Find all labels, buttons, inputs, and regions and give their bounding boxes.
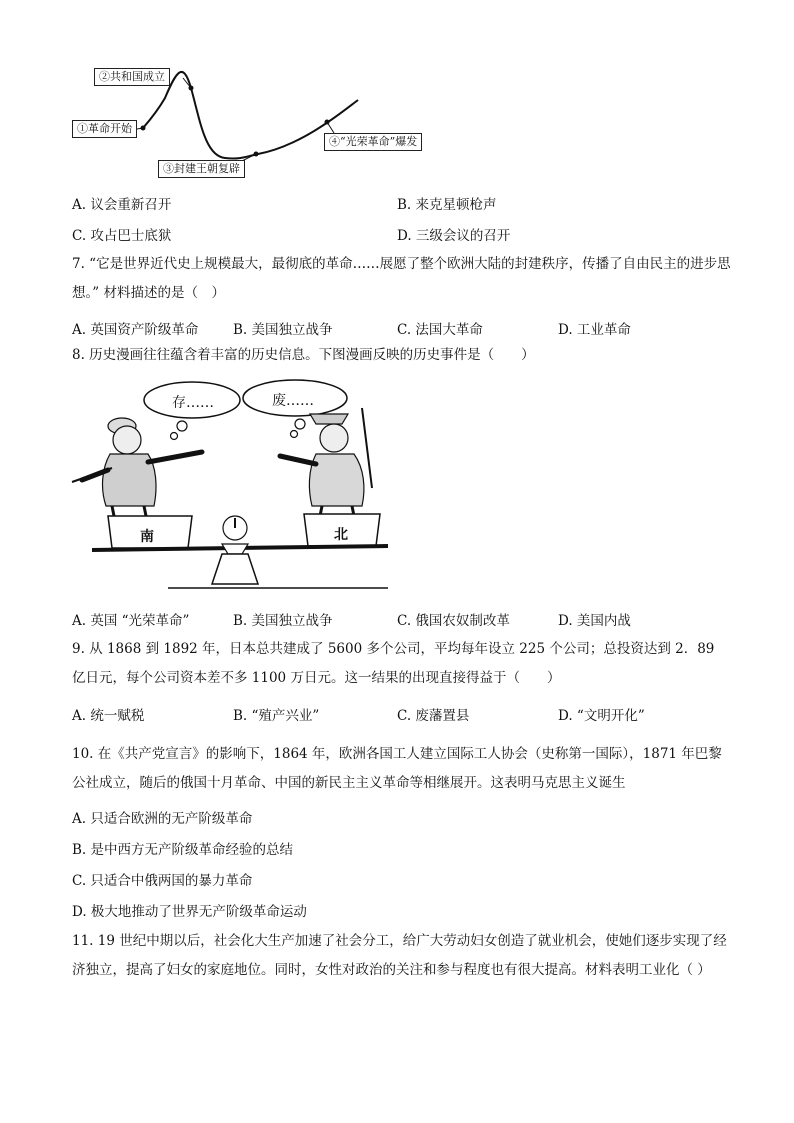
q7-option-c[interactable]: C. 法国大革命	[397, 322, 483, 338]
q7-stem: 7. “它是世界近代史上规模最大，最彻底的革命……展愿了整个欧洲大陆的封建秩序，传播了自由民主的进步思想。” 材料描述的是（ ）	[72, 256, 731, 301]
q7-option-b[interactable]: B. 美国独立战争	[233, 322, 333, 338]
q10-option-a[interactable]: A. 只适合欧洲的无产阶级革命	[72, 811, 253, 827]
q6-option-c[interactable]: C. 攻占巴士底狱	[72, 228, 172, 244]
q7-option-a[interactable]: A. 英国资产阶级革命	[72, 322, 199, 338]
cartoon-image	[72, 378, 392, 596]
event-box-3: ③封建王朝复辟	[158, 160, 245, 178]
event-box-4: ④“光荣革命”爆发	[324, 133, 422, 151]
q8-option-c[interactable]: C. 俄国农奴制改革	[397, 613, 510, 629]
q8-option-a[interactable]: A. 英国 “光荣革命”	[72, 613, 190, 629]
q9-stem: 9. 从 1868 到 1892 年，日本总共建成了 5600 多个公司，平均每年设立 225 个公司；总投资达到 2．89 亿日元，每个公司资本差不多 1100 万日元。这一结果的出现直接得益于（ ）	[72, 641, 715, 686]
cartoon-label-north: 北	[334, 527, 348, 543]
q6-option-a[interactable]: A. 议会重新召开	[72, 197, 172, 213]
q7-option-d[interactable]: D. 工业革命	[558, 322, 631, 338]
q6-option-d[interactable]: D. 三级会议的召开	[397, 228, 511, 244]
revolution-curve	[0, 0, 794, 200]
q8-stem: 8. 历史漫画往往蕴含着丰富的历史信息。下图漫画反映的历史事件是（ ）	[72, 347, 535, 363]
q11-stem: 11. 19 世纪中期以后，社会化大生产加速了社会分工，给广大劳动妇女创造了就业机会，使她们逐步实现了经济独立，提高了妇女的家庭地位。同时，女性对政治的关注和参与程度也有很大提高。材料表明工业化（ ）	[72, 933, 727, 978]
q6-option-b[interactable]: B. 来克星顿枪声	[397, 197, 497, 213]
q9-option-a[interactable]: A. 统一赋税	[72, 708, 145, 724]
q9-option-c[interactable]: C. 废藩置县	[397, 708, 470, 724]
q8-option-b[interactable]: B. 美国独立战争	[233, 613, 333, 629]
event-box-2: ②共和国成立	[94, 68, 170, 86]
q10-stem: 10. 在《共产党宣言》的影响下，1864 年，欧洲各国工人建立国际工人协会（史称第一国际），1871 年巴黎公社成立，随后的俄国十月革命、中国的新民主主义革命等相继展开。这表明马克思主义诞生	[72, 746, 722, 791]
q10-option-c[interactable]: C. 只适合中俄两国的暴力革命	[72, 873, 253, 889]
cartoon-bubble-left-text: 存……	[172, 395, 214, 411]
q9-option-d[interactable]: D. “文明开化”	[558, 708, 645, 724]
cartoon-bubble-right-text: 废……	[272, 393, 314, 409]
cartoon-drawing	[72, 378, 392, 596]
q9-option-b[interactable]: B. “殖产兴业”	[233, 708, 320, 724]
event-box-1: ①革命开始	[72, 120, 137, 138]
cartoon-label-south: 南	[140, 529, 154, 545]
q10-option-d[interactable]: D. 极大地推动了世界无产阶级革命运动	[72, 904, 307, 920]
q10-option-b[interactable]: B. 是中西方无产阶级革命经验的总结	[72, 842, 294, 858]
q8-option-d[interactable]: D. 美国内战	[558, 613, 631, 629]
